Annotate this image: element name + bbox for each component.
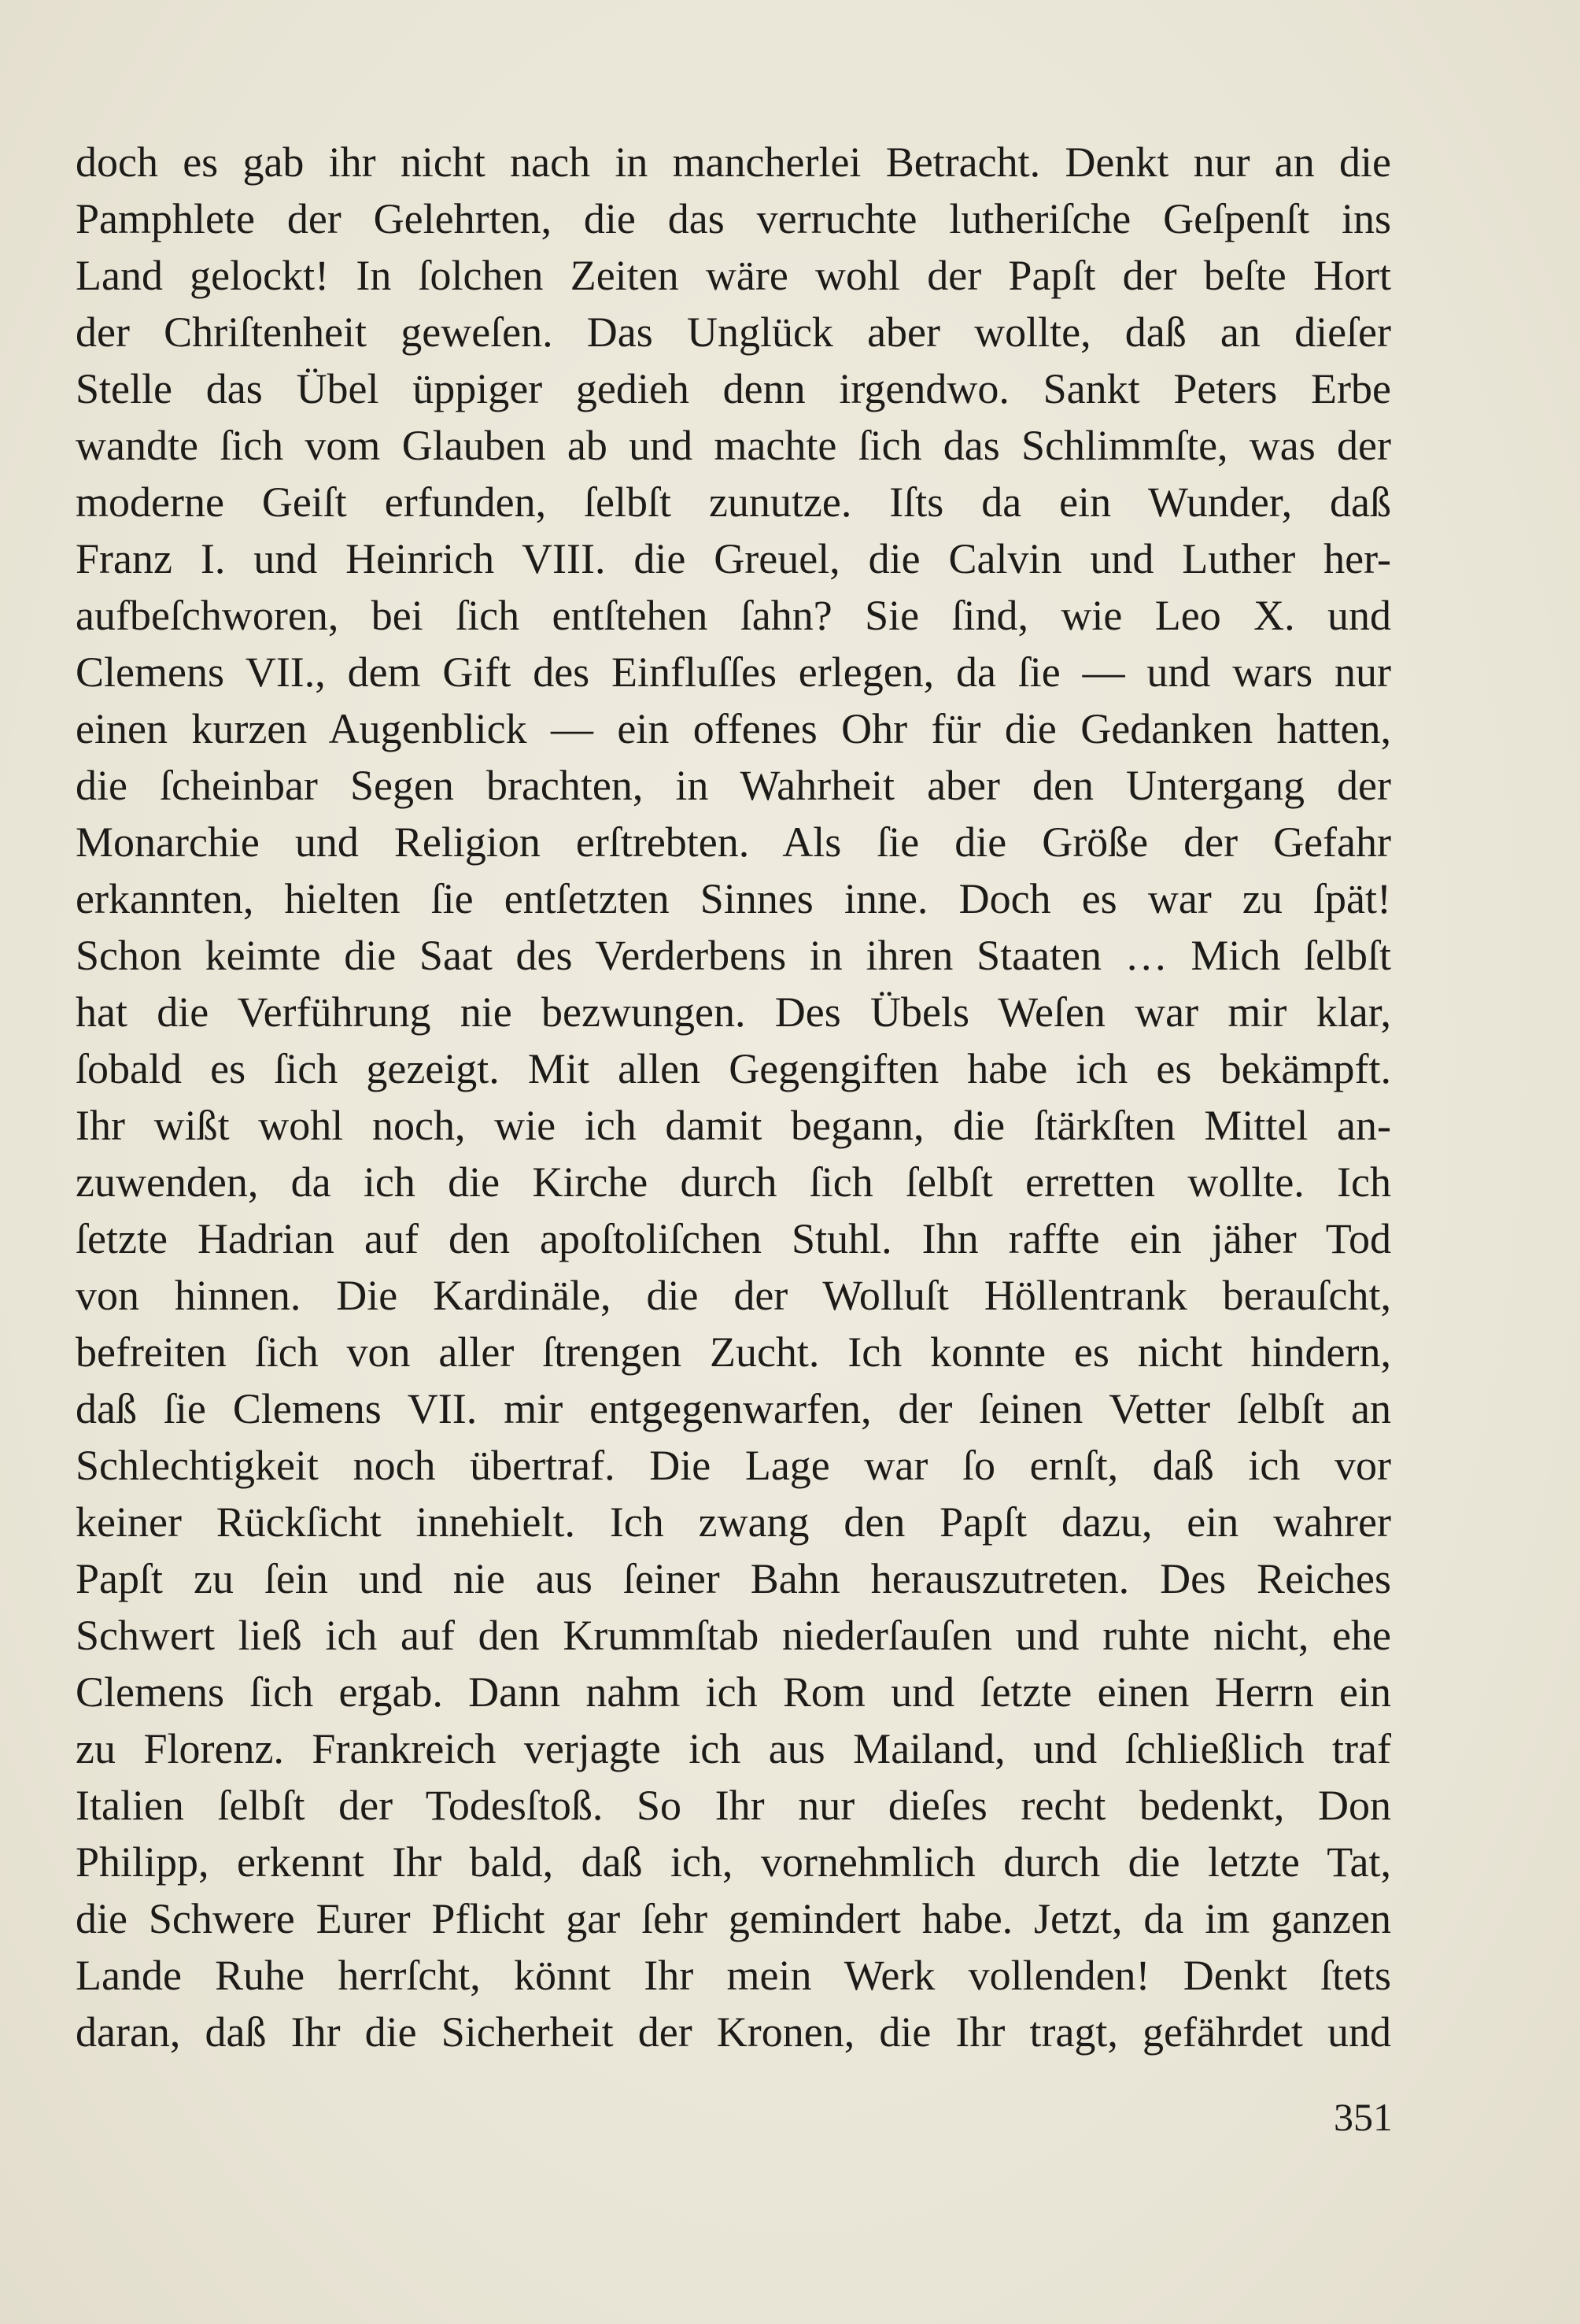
text-line: wandte ſich vom Glauben ab und machte ſich das Schlimmſte, was der	[76, 422, 1391, 469]
text-line: Italien ſelbſt der Todesſtoß. So Ihr nur dieſes recht bedenkt, Don	[76, 1782, 1391, 1829]
text-line: daran, daß Ihr die Sicherheit der Kronen, die Ihr tragt, gefährdet und	[76, 2008, 1391, 2056]
text-line: Schon keimte die Saat des Verderbens in ihren Staaten … Mich ſelbſt	[76, 932, 1391, 979]
text-line: hat die Verführung nie bezwungen. Des Übels Weſen war mir klar,	[76, 988, 1391, 1036]
text-line: erkannten, hielten ſie entſetzten Sinnes inne. Doch es war zu ſpät!	[76, 875, 1391, 922]
text-line: einen kurzen Augenblick — ein offenes Ohr für die Gedanken hatten,	[76, 705, 1391, 752]
text-line: Monarchie und Religion erſtrebten. Als ſie die Größe der Gefahr	[76, 818, 1391, 866]
text-line: Schwert ließ ich auf den Krummſtab niederſauſen und ruhte nicht, ehe	[76, 1612, 1391, 1659]
text-line: Franz I. und Heinrich VIII. die Greuel, die Calvin und Luther her-	[76, 535, 1391, 582]
text-line: moderne Geiſt erfunden, ſelbſt zunutze. Iſts da ein Wunder, daß	[76, 478, 1391, 526]
text-line: Stelle das Übel üppiger gedieh denn irgendwo. Sankt Peters Erbe	[76, 365, 1391, 412]
text-line: Lande Ruhe herrſcht, könnt Ihr mein Werk vollenden! Denkt ſtets	[76, 1952, 1391, 1999]
text-line: Ihr wißt wohl noch, wie ich damit begann, die ſtärkſten Mittel an-	[76, 1102, 1391, 1149]
text-line: die Schwere Eurer Pflicht gar ſehr gemindert habe. Jetzt, da im ganzen	[76, 1895, 1391, 1942]
page-number: 351	[1334, 2095, 1393, 2139]
text-line: Clemens VII., dem Gift des Einfluſſes erlegen, da ſie — und wars nur	[76, 648, 1391, 696]
text-line: doch es gab ihr nicht nach in mancherlei Betracht. Denkt nur an die	[76, 139, 1391, 186]
text-line: ſetzte Hadrian auf den apoſtoliſchen Stuhl. Ihn raffte ein jäher Tod	[76, 1215, 1391, 1262]
text-line: Papſt zu ſein und nie aus ſeiner Bahn herauszutreten. Des Reiches	[76, 1555, 1391, 1602]
text-line: die ſcheinbar Segen brachten, in Wahrheit aber den Untergang der	[76, 762, 1391, 809]
text-line: Clemens ſich ergab. Dann nahm ich Rom und ſetzte einen Herrn ein	[76, 1668, 1391, 1716]
text-line: Land gelockt! In ſolchen Zeiten wäre wohl der Papſt der beſte Hort	[76, 252, 1391, 299]
text-line: Philipp, erkennt Ihr bald, daß ich, vornehmlich durch die letzte Tat,	[76, 1838, 1391, 1886]
text-line: von hinnen. Die Kardinäle, die der Wolluſt Höllentrank berauſcht,	[76, 1272, 1391, 1319]
text-line: keiner Rückſicht innehielt. Ich zwang den Papſt dazu, ein wahrer	[76, 1498, 1391, 1546]
text-line: zuwenden, da ich die Kirche durch ſich ſelbſt erretten wollte. Ich	[76, 1158, 1391, 1206]
text-line: daß ſie Clemens VII. mir entgegenwarfen, der ſeinen Vetter ſelbſt an	[76, 1385, 1391, 1432]
text-line: zu Florenz. Frankreich verjagte ich aus Mailand, und ſchließlich traf	[76, 1725, 1391, 1772]
text-line: der Chriſtenheit geweſen. Das Unglück aber wollte, daß an dieſer	[76, 309, 1391, 356]
text-line: aufbeſchworen, bei ſich entſtehen ſahn? Sie ſind, wie Leo X. und	[76, 592, 1391, 639]
text-line: ſobald es ſich gezeigt. Mit allen Gegengiften habe ich es bekämpft.	[76, 1045, 1391, 1092]
text-line: Schlechtigkeit noch übertraf. Die Lage war ſo ernſt, daß ich vor	[76, 1442, 1391, 1489]
text-line: befreiten ſich von aller ſtrengen Zucht. Ich konnte es nicht hindern,	[76, 1328, 1391, 1376]
text-line: Pamphlete der Gelehrten, die das verruchte lutheriſche Geſpenſt ins	[76, 195, 1391, 242]
